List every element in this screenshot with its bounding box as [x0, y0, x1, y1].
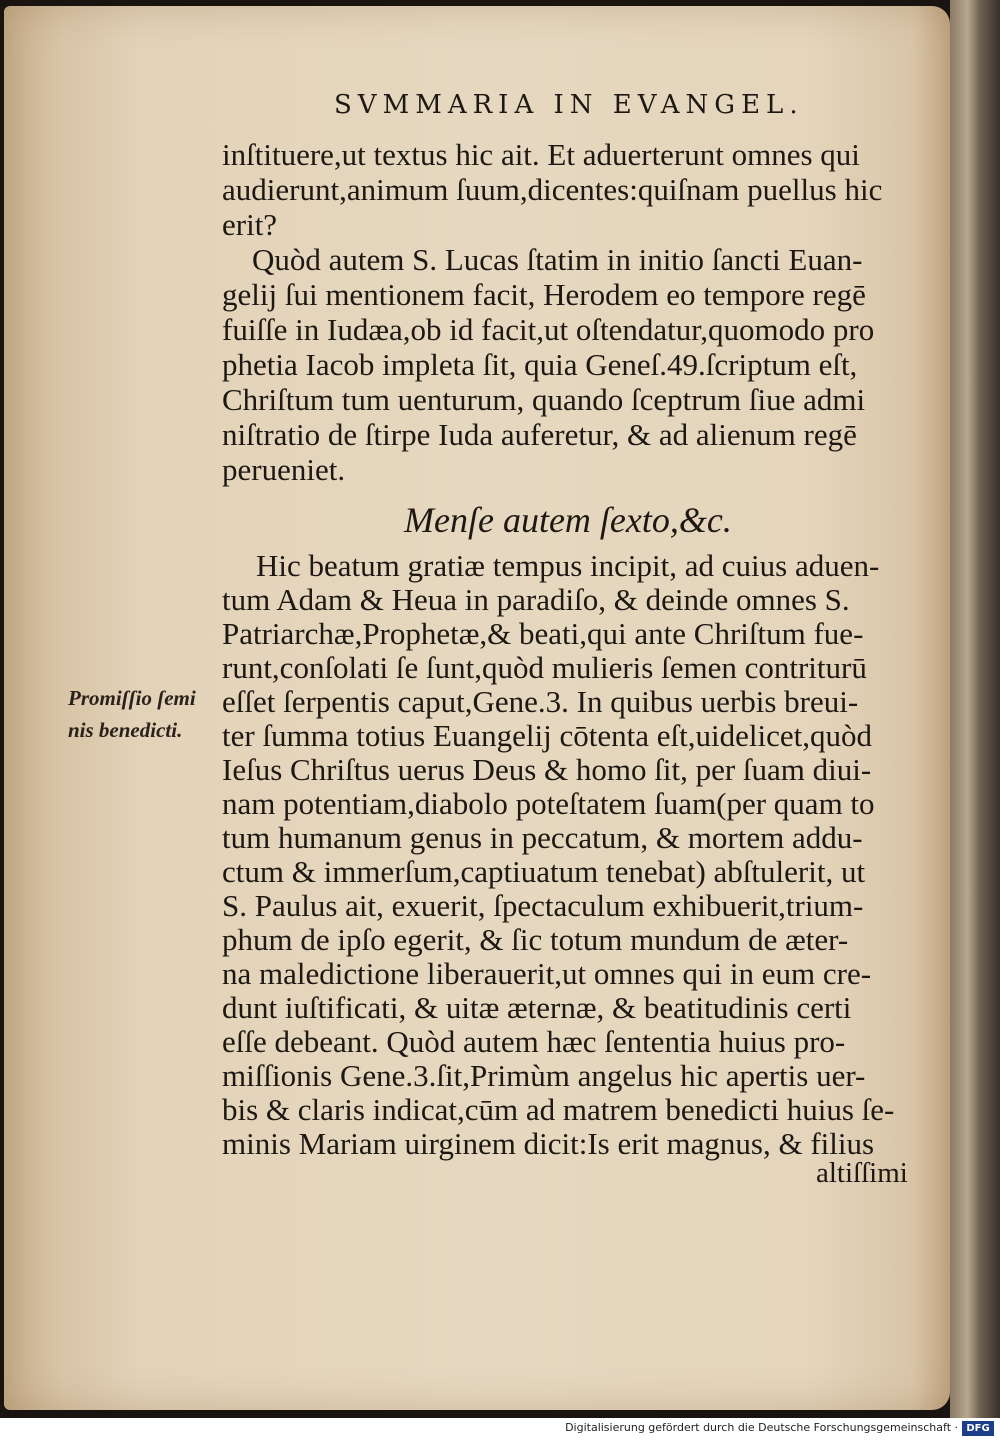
- text-line: eſſe debeant. Quòd autem hæc ſententia huius pro-: [222, 1024, 846, 1059]
- text-line: S. Paulus ait, exuerit, ſpectaculum exhibuerit,trium-: [222, 888, 864, 923]
- text-line: audierunt,animum ſuum,dicentes:quiſnam puellus hic: [222, 172, 883, 207]
- dfg-logo-icon: DFG: [962, 1421, 994, 1436]
- text-line: perueniet.: [222, 452, 346, 487]
- text-line: nam potentiam,diabolo poteſtatem ſuam(per quam to: [222, 786, 875, 821]
- text-line: Chriſtum tum uenturum, quando ſceptrum ſiue admi: [222, 382, 866, 417]
- text-line: fuiſſe in Iudæa,ob id facit,ut oſtendatur,quomodo pro: [222, 312, 875, 347]
- footer-credit: Digitalisierung gefördert durch die Deutsche Forschungsgemeinschaft ·: [565, 1421, 958, 1434]
- text-line: Quòd autem S. Lucas ſtatim in initio ſancti Euan-: [252, 242, 863, 277]
- text-line: tum Adam & Heua in paradiſo, & deinde omnes S.: [222, 582, 850, 617]
- text-line: dunt iuſtificati, & uitæ æternæ, & beatitudinis certi: [222, 990, 852, 1025]
- marginal-note-line: Promiſſio ſemi: [68, 686, 196, 710]
- text-line: miſſionis Gene.3.ſit,Primùm angelus hic apertis uer-: [222, 1058, 866, 1093]
- marginal-note-line: nis benedicti.: [68, 718, 183, 742]
- text-line: gelij ſui mentionem facit, Herodem eo tempore regē: [222, 277, 866, 312]
- text-line: erit?: [222, 207, 278, 242]
- running-head: SVMMARIA IN EVANGEL.: [334, 90, 804, 120]
- text-line: Patriarchæ,Prophetæ,& beati,qui ante Chriſtum fue-: [222, 616, 864, 651]
- text-line: niſtratio de ſtirpe Iuda auferetur, & ad alienum regē: [222, 417, 857, 452]
- footer-bar: [0, 1418, 1000, 1440]
- text-line: Ieſus Chriſtus uerus Deus & homo ſit, per ſuam diui-: [222, 752, 872, 787]
- text-line: bis & claris indicat,cūm ad matrem benedicti huius ſe-: [222, 1092, 895, 1127]
- text-line: runt,conſolati ſe ſunt,quòd mulieris ſemen contriturū: [222, 650, 867, 685]
- text-line: eſſet ſerpentis caput,Gene.3. In quibus uerbis breui-: [222, 684, 859, 719]
- text-line: ter ſumma totius Euangelij cōtenta eſt,uidelicet,quòd: [222, 718, 872, 753]
- book-page: [4, 6, 950, 1410]
- text-line: tum humanum genus in peccatum, & mortem addu-: [222, 820, 863, 855]
- text-line: ctum & immerſum,captiuatum tenebat) abſtulerit, ut: [222, 854, 866, 889]
- text-line: phum de ipſo egerit, & ſic totum mundum de æter-: [222, 922, 849, 957]
- catchword: altiſſimi: [816, 1157, 908, 1189]
- book-edge: [950, 0, 1000, 1418]
- text-line: phetia Iacob impleta ſit, quia Geneſ.49.ſcriptum eſt,: [222, 347, 858, 382]
- marginal-note: [68, 682, 196, 746]
- section-heading: Menſe autem ſexto,&c.: [404, 500, 732, 540]
- text-line: minis Mariam uirginem dicit:Is erit magnus, & filius: [222, 1126, 875, 1161]
- text-line: inſtituere,ut textus hic ait. Et aduerterunt omnes qui: [222, 137, 860, 172]
- text-line: Hic beatum gratiæ tempus incipit, ad cuius aduen-: [256, 548, 880, 583]
- text-line: na maledictione liberauerit,ut omnes qui in eum cre-: [222, 956, 872, 991]
